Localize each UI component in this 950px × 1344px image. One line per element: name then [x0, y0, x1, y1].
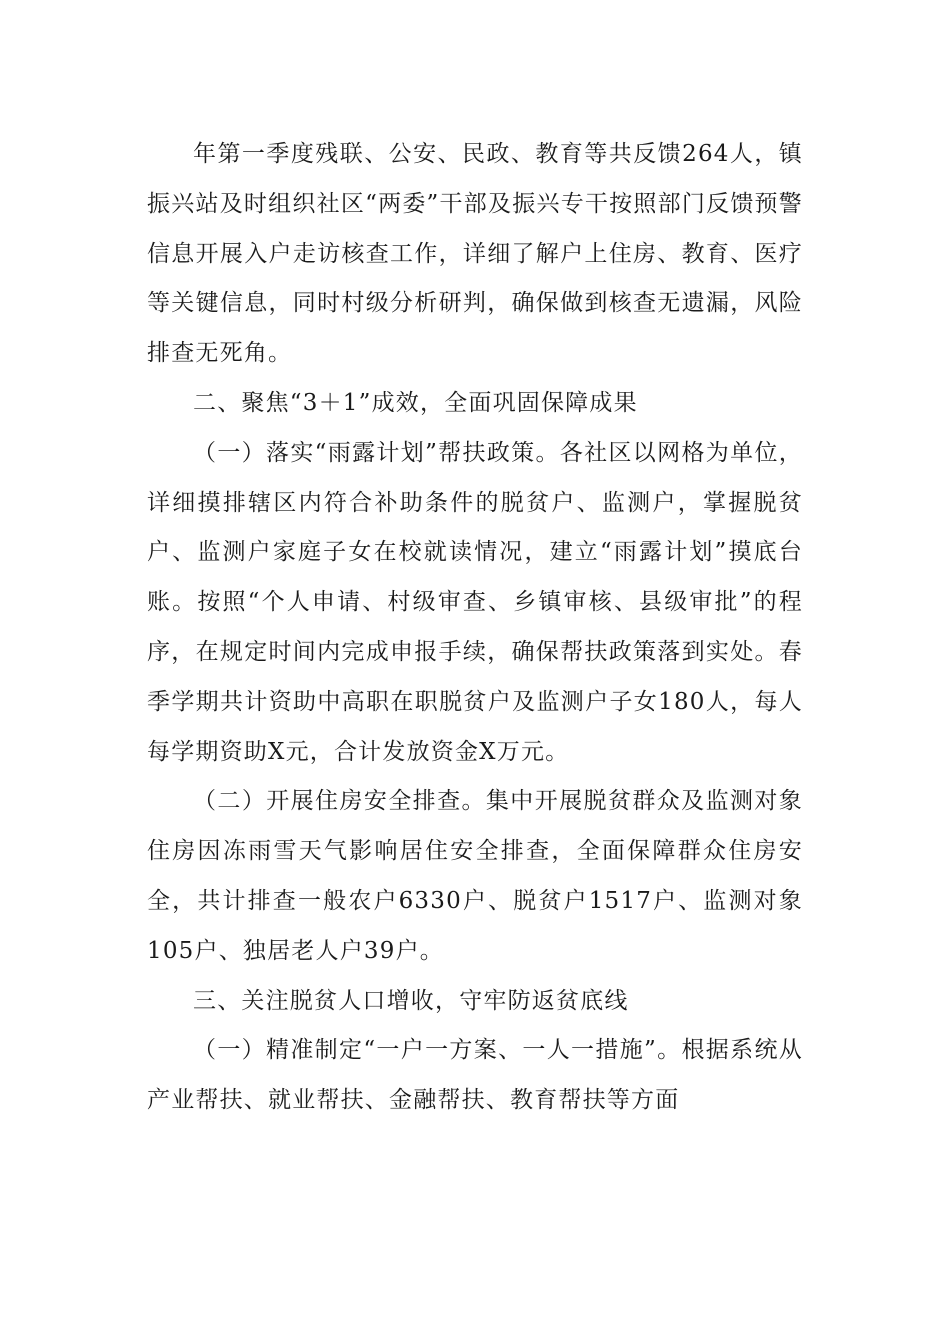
paragraph-housing-safety: （二）开展住房安全排查。集中开展脱贫群众及监测对象住房因冻雨雪天气影响居住安全排查，全面保障群众住房安全，共计排查一般农户6330户、脱贫户1517户、监测对象105户、独居老人户39户。 — [147, 788, 803, 964]
paragraph-yulu-plan: （一）落实“雨露计划”帮扶政策。各社区以网格为单位，详细摸排辖区内符合补助条件的脱贫户、监测户，掌握脱贫户、监测户家庭子女在校就读情况，建立“雨露计划”摸底台账。按照“个人申请、村级审查、乡镇审核、县级审批”的程序，在规定时间内完成申报手续，确保帮扶政策落到实处。春季学期共计资助中高职在职脱贫户及监测户子女180人，每人每学期资助X元，合计发放资金X万元。 — [147, 439, 803, 765]
paragraph-feedback-check: 年第一季度残联、公安、民政、教育等共反馈264人，镇振兴站及时组织社区“两委”干部及振兴专干按照部门反馈预警信息开展入户走访核查工作，详细了解户上住房、教育、医疗等关键信息，同时村级分析研判，确保做到核查无遗漏，风险排查无死角。 — [147, 141, 803, 367]
paragraph-per-household-plan: （一）精准制定“一户一方案、一人一措施”。根据系统从产业帮扶、就业帮扶、金融帮扶、教育帮扶等方面 — [147, 1037, 803, 1114]
section-heading-three: 三、关注脱贫人口增收，守牢防返贫底线 — [193, 987, 629, 1014]
document-body — [147, 130, 803, 1126]
section-heading-two: 二、聚焦“3＋1”成效，全面巩固保障成果 — [193, 389, 638, 416]
